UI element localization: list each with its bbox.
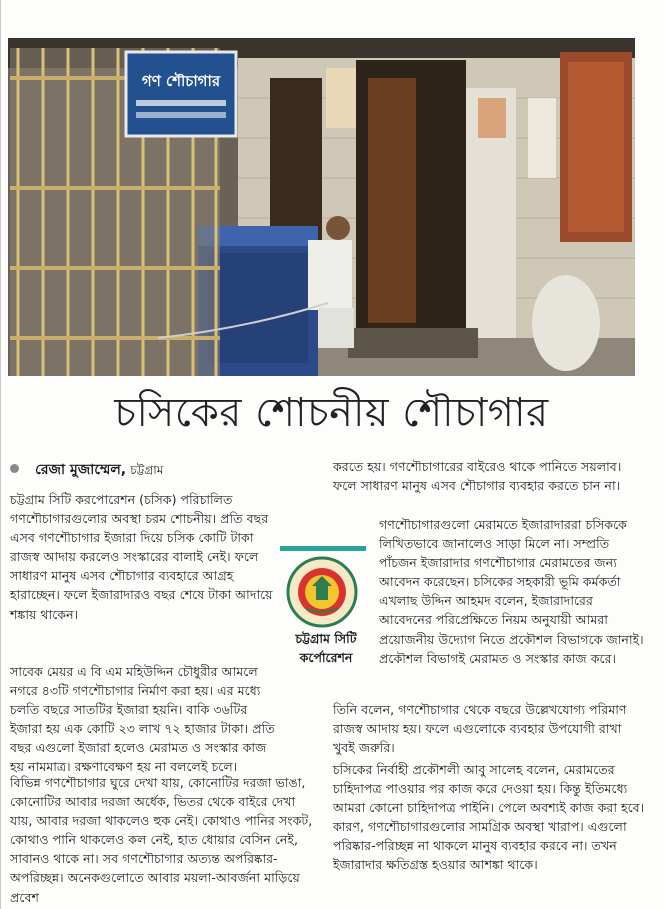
article-photo — [8, 38, 635, 376]
public-toilet-photo — [8, 38, 635, 376]
paragraph-col2-4: চসিকের নির্বাহী প্রকৌশলী আবু সালেহ বলেন, মেরামতের চাহিদাপত্র পাওয়ার পর কাজ করে দেওয়া হয়। কিন্তু ইতিমধ্যে আমরা কোনো চাহিদাপত্র পাইনি। পেলে অবশ্যই কাজ করা হবে। কারণ, গণশৌচাগারগুলোর সামগ্রিক অবস্থা খারাপ। এগুলো পরিষ্কার-পরিচ্ছন্ন না থাকলে মানুষ ব্যবহার করবে না। তখন ইজারাদার ক্ষতিগ্রস্ত হওয়ার আশঙ্কা থাকে। — [333, 762, 645, 873]
photo-sign-text: গণ শৌচাগার — [141, 72, 221, 90]
paragraph-col2-3: তিনি বলেন, গণশৌচাগার থেকে বছরে উল্লেখযোগ্য পরিমাণ রাজস্ব আদায় হয়। ফলে এগুলোকে ব্যবহার উপযোগী রাখা খুবই জরুরি। — [333, 702, 627, 756]
byline — [10, 460, 320, 480]
byline-place: চট্টগ্রাম — [130, 463, 164, 477]
headline: চসিকের শোচনীয় শৌচাগার — [114, 390, 549, 436]
page-edge-line — [0, 0, 1, 909]
city-corporation-logo-icon — [286, 556, 358, 628]
paragraph-col1-3: বিভিন্ন গণশৌচাগার ঘুরে দেখা যায়, কোনোটির দরজা ভাঙা, কোনোটির আবার দরজা অর্ধেক, ভিতর থেকে বাইরে দেখা যায়, আবার দরজা থাকলেও হুক নেই। কোথাও পানির সংকট, কোথাও পানি থাকলেও কল নেই, হাত ধোয়ার বেসিন নেই, সাবানও থাকে না। সব গণশৌচাগার অত্যন্ত অপরিষ্কার-অপরিচ্ছন্ন। অনেকগুলোতে আবার ময়লা-আবর্জনা মাড়িয়ে প্রবেশ — [10, 775, 313, 905]
emblem-caption: চট্টগ্রাম সিটি কর্পোরেশন — [295, 631, 357, 665]
paragraph-col2-2: গণশৌচাগারগুলো মেরামতে ইজারাদাররা চসিককে লিখিতভাবে জানালেও সাড়া মিলে না। সম্প্রতি পাঁচজন ইজারাদার গণশৌচাগার মেরামতের জন্য আবেদন করেছেন। চসিকের সহকারী ভূমি কর্মকর্তা এখলাছ উদ্দিন আহমদ বলেন, ইজারাদারের আবেদনের পরিপ্রেক্ষিতে নিয়ম অনুযায়ী আমরা প্রয়োজনীয় উদ্যোগ নিতে প্রকৌশল বিভাগকে জানাই। প্রকৌশল বিভাগই মেরামত ও সংস্কার কাজ করে। — [379, 517, 644, 666]
emblem-accent-bar — [280, 546, 366, 551]
paragraph-col1-1: চট্টগ্রাম সিটি করপোরেশন (চসিক) পরিচালিত গণশৌচাগারগুলোর অবস্থা চরম শোচনীয়। প্রতি বছর এসব গণশৌচাগার ইজারা দিয়ে চসিক কোটি টাকা রাজস্ব আদায় করলেও সংস্কারের বালাই নেই। ফলে সাধারণ মানুষ এসব শৌচাগার ব্যবহারে আগ্রহ হারাচ্ছেন। ফলে ইজারাদারও বছর শেষে টাকা আদায়ে শঙ্কায় থাকেন। — [10, 492, 273, 622]
paragraph-col1-2: সাবেক মেয়র এ বি এম মহিউদ্দিন চৌধুরীর আমলে নগরে ৪৩টি গণশৌচাগার নির্মাণ করা হয়। এর মধ্যে চলতি বছরে সাতটির ইজারা হয়নি। বাকি ৩৬টির ইজারা হয় এক কোটি ২৩ লাখ ৭২ হাজার টাকা। প্রতি বছর এগুলো ইজারা হলেও মেরামত ও সংস্কার কাজ হয় নামমাত্র। রক্ষণাবেক্ষণ হয় না বললেই চলে। — [10, 664, 275, 775]
author-name: রেজা মুজাম্মেল, — [35, 462, 127, 478]
bullet-icon — [10, 464, 19, 473]
paragraph-col2-1: করতে হয়। গণশৌচাগারের বাইরেও থাকে পানিতে সয়লাব। ফলে সাধারণ মানুষ এসব শৌচাগার ব্যবহার করতে চান না। — [333, 459, 622, 494]
